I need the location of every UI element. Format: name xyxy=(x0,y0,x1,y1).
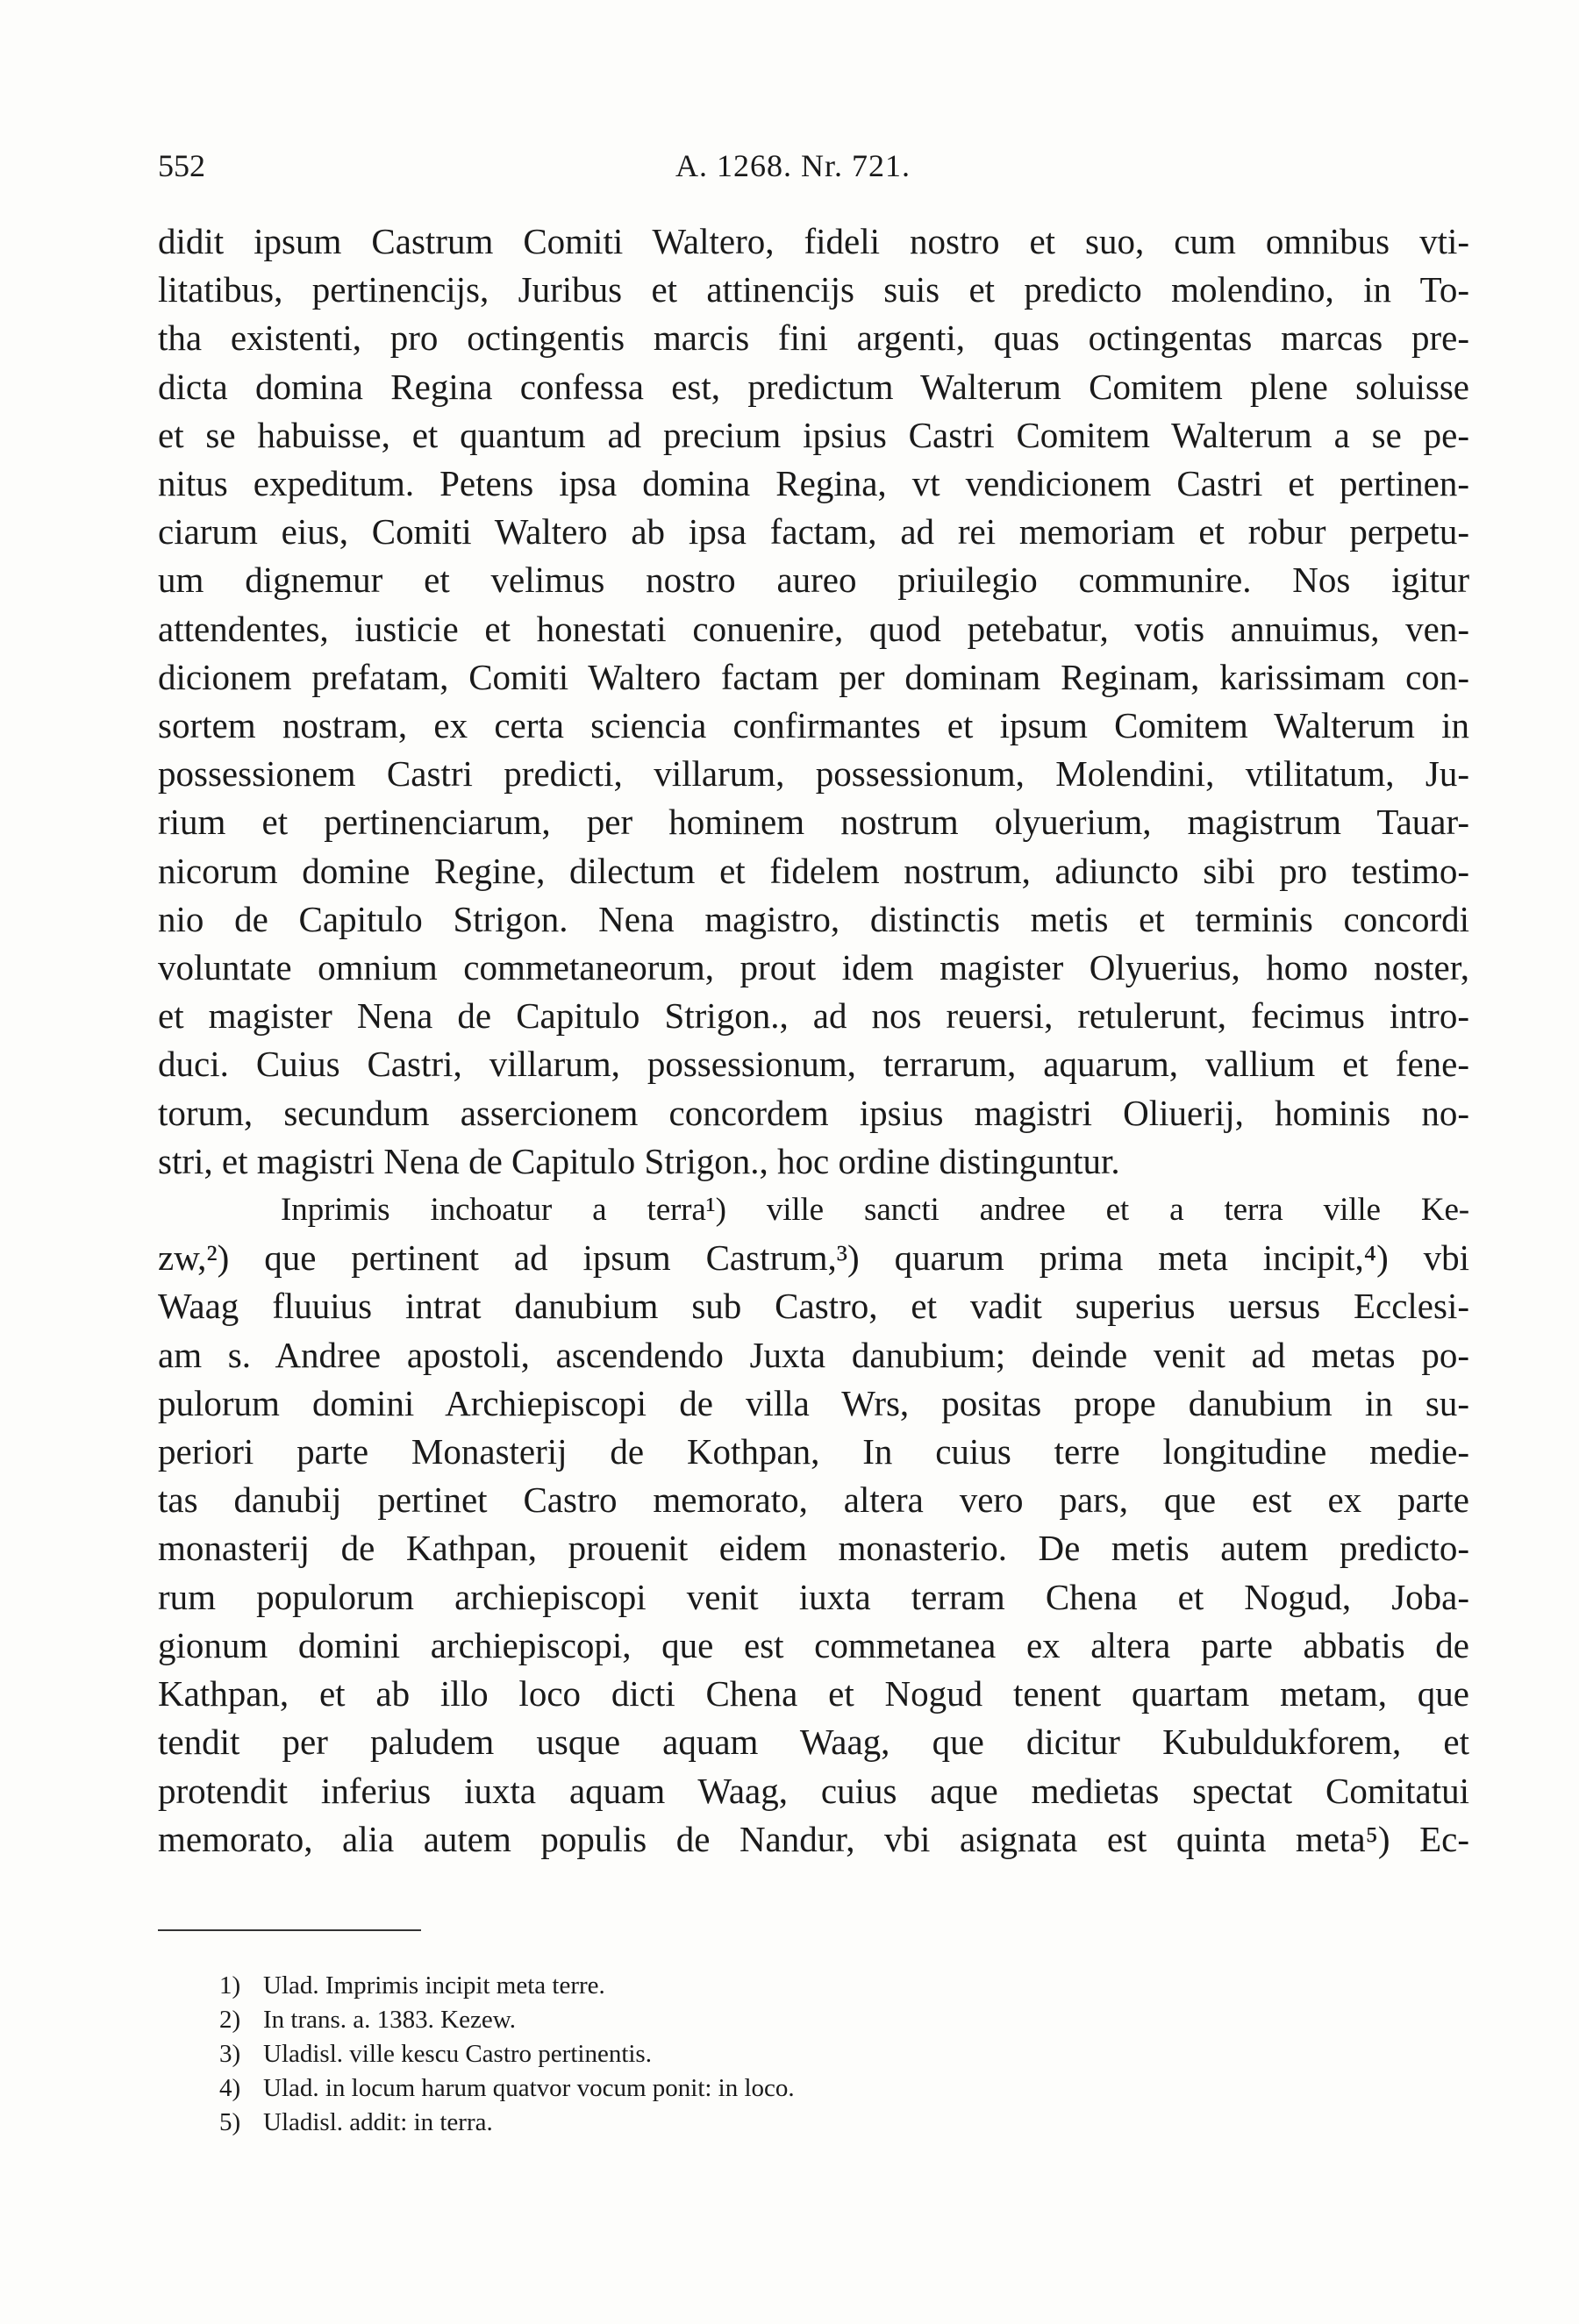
page-header xyxy=(158,147,1452,191)
footnote-number: 2) xyxy=(219,2006,241,2034)
footnotes xyxy=(219,1969,1184,2140)
footnote-number: 3) xyxy=(219,2040,241,2068)
text-line: rium et pertinenciarum, per hominem nostrum olyuerium, magistrum Tauar- xyxy=(158,802,1469,843)
text-line: gionum domini archiepiscopi, que est commetanea ex altera parte abbatis de xyxy=(158,1624,1469,1665)
footnote xyxy=(219,1969,1184,2003)
text-line: stri, et magistri Nena de Capitulo Strigon., hoc ordine distinguntur. xyxy=(158,1140,1120,1181)
footnote xyxy=(219,2037,1184,2071)
text-line: dicta domina Regina confessa est, predictum Walterum Comitem plene soluisse xyxy=(158,366,1469,407)
text-line: duci. Cuius Castri, villarum, possessionum, terrarum, aquarum, vallium et fene- xyxy=(158,1044,1469,1085)
main-text xyxy=(158,217,1469,1864)
text-line: attendentes, iusticie et honestati conuenire, quod petebatur, votis annuimus, ven- xyxy=(158,608,1469,649)
footnote-text: In trans. a. 1383. Kezew. xyxy=(263,2006,517,2034)
footnote-text: Ulad. Imprimis incipit meta terre. xyxy=(263,1971,605,2000)
footnote-text: Ulad. in locum harum quatvor vocum ponit: in loco. xyxy=(263,2074,795,2102)
footnote-number: 1) xyxy=(219,1971,241,2000)
text-line: sortem nostram, ex certa sciencia confirmantes et ipsum Comitem Walterum in xyxy=(158,705,1469,746)
text-line: didit ipsum Castrum Comiti Waltero, fideli nostro et suo, cum omnibus vti- xyxy=(158,221,1469,261)
text-line: nitus expeditum. Petens ipsa domina Regina, vt vendicionem Castri et pertinen- xyxy=(158,463,1469,504)
text-line: nicorum domine Regine, dilectum et fidelem nostrum, adiuncto sibi pro testimo- xyxy=(158,850,1469,891)
text-line: Inprimis inchoatur a terra¹) ville sancti andree et a terra ville Ke- xyxy=(281,1192,1469,1229)
text-line: dicionem prefatam, Comiti Waltero factam per dominam Reginam, karissimam con- xyxy=(158,656,1469,697)
footnote xyxy=(219,2071,1184,2106)
text-line: ciarum eius, Comiti Waltero ab ipsa factam, ad rei memoriam et robur perpetu- xyxy=(158,511,1469,552)
footnote-text: Uladisl. addit: in terra. xyxy=(263,2108,493,2136)
text-line: tha existenti, pro octingentis marcis fini argenti, quas octingentas marcas pre- xyxy=(158,317,1469,359)
text-line: um dignemur et velimus nostro aureo priuilegio communire. Nos igitur xyxy=(158,560,1469,601)
text-line: et se habuisse, et quantum ad precium ipsius Castri Comitem Walterum a se pe- xyxy=(158,414,1469,455)
footnote-divider xyxy=(158,1929,421,1931)
paragraph-boundaries xyxy=(158,1186,1469,1864)
footnote xyxy=(219,2106,1184,2140)
text-line: torum, secundum assercionem concordem ipsius magistri Oliuerij, hominis no- xyxy=(158,1092,1469,1133)
text-line: tas danubij pertinet Castro memorato, altera vero pars, que est ex parte xyxy=(158,1479,1469,1521)
page-number: 552 xyxy=(158,148,205,183)
footnote-number: 4) xyxy=(219,2074,241,2102)
text-line: protendit inferius iuxta aquam Waag, cuius aque medietas spectat Comitatui xyxy=(158,1770,1469,1811)
text-line: voluntate omnium commetaneorum, prout idem magister Olyuerius, homo noster, xyxy=(158,947,1469,988)
text-line: rum populorum archiepiscopi venit iuxta terram Chena et Nogud, Joba- xyxy=(158,1576,1469,1617)
text-line: pulorum domini Archiepiscopi de villa Wrs, positas prope danubium in su- xyxy=(158,1382,1469,1423)
paragraph-charter-text xyxy=(158,217,1469,1186)
text-line: tendit per paludem usque aquam Waag, que dicitur Kubuldukforem, et xyxy=(158,1722,1469,1763)
text-line: zw,²) que pertinent ad ipsum Castrum,³) quarum prima meta incipit,⁴) vbi xyxy=(158,1237,1469,1279)
text-line: litatibus, pertinencijs, Juribus et attinencijs suis et predicto molendino, in To- xyxy=(158,269,1469,310)
text-line: Kathpan, et ab illo loco dicti Chena et Nogud tenent quartam metam, que xyxy=(158,1673,1469,1714)
footnote-number: 5) xyxy=(219,2108,241,2136)
running-head: A. 1268. Nr. 721. xyxy=(675,148,911,183)
text-line: Waag fluuius intrat danubium sub Castro, et vadit superius uersus Ecclesi- xyxy=(158,1286,1469,1327)
text-line: monasterij de Kathpan, prouenit eidem monasterio. De metis autem predicto- xyxy=(158,1528,1469,1569)
text-line: nio de Capitulo Strigon. Nena magistro, distinctis metis et terminis concordi xyxy=(158,898,1469,939)
footnote-text: Uladisl. ville kescu Castro pertinentis. xyxy=(263,2040,652,2068)
text-line: et magister Nena de Capitulo Strigon., ad nos reuersi, retulerunt, fecimus intro- xyxy=(158,995,1469,1037)
text-line: possessionem Castri predicti, villarum, possessionum, Molendini, vtilitatum, Ju- xyxy=(158,753,1469,795)
text-line: periori parte Monasterij de Kothpan, In cuius terre longitudine medie- xyxy=(158,1431,1469,1472)
footnote xyxy=(219,2003,1184,2037)
text-line: memorato, alia autem populis de Nandur, vbi asignata est quinta meta⁵) Ec- xyxy=(158,1818,1469,1859)
text-line: am s. Andree apostoli, ascendendo Juxta danubium; deinde venit ad metas po- xyxy=(158,1334,1469,1375)
